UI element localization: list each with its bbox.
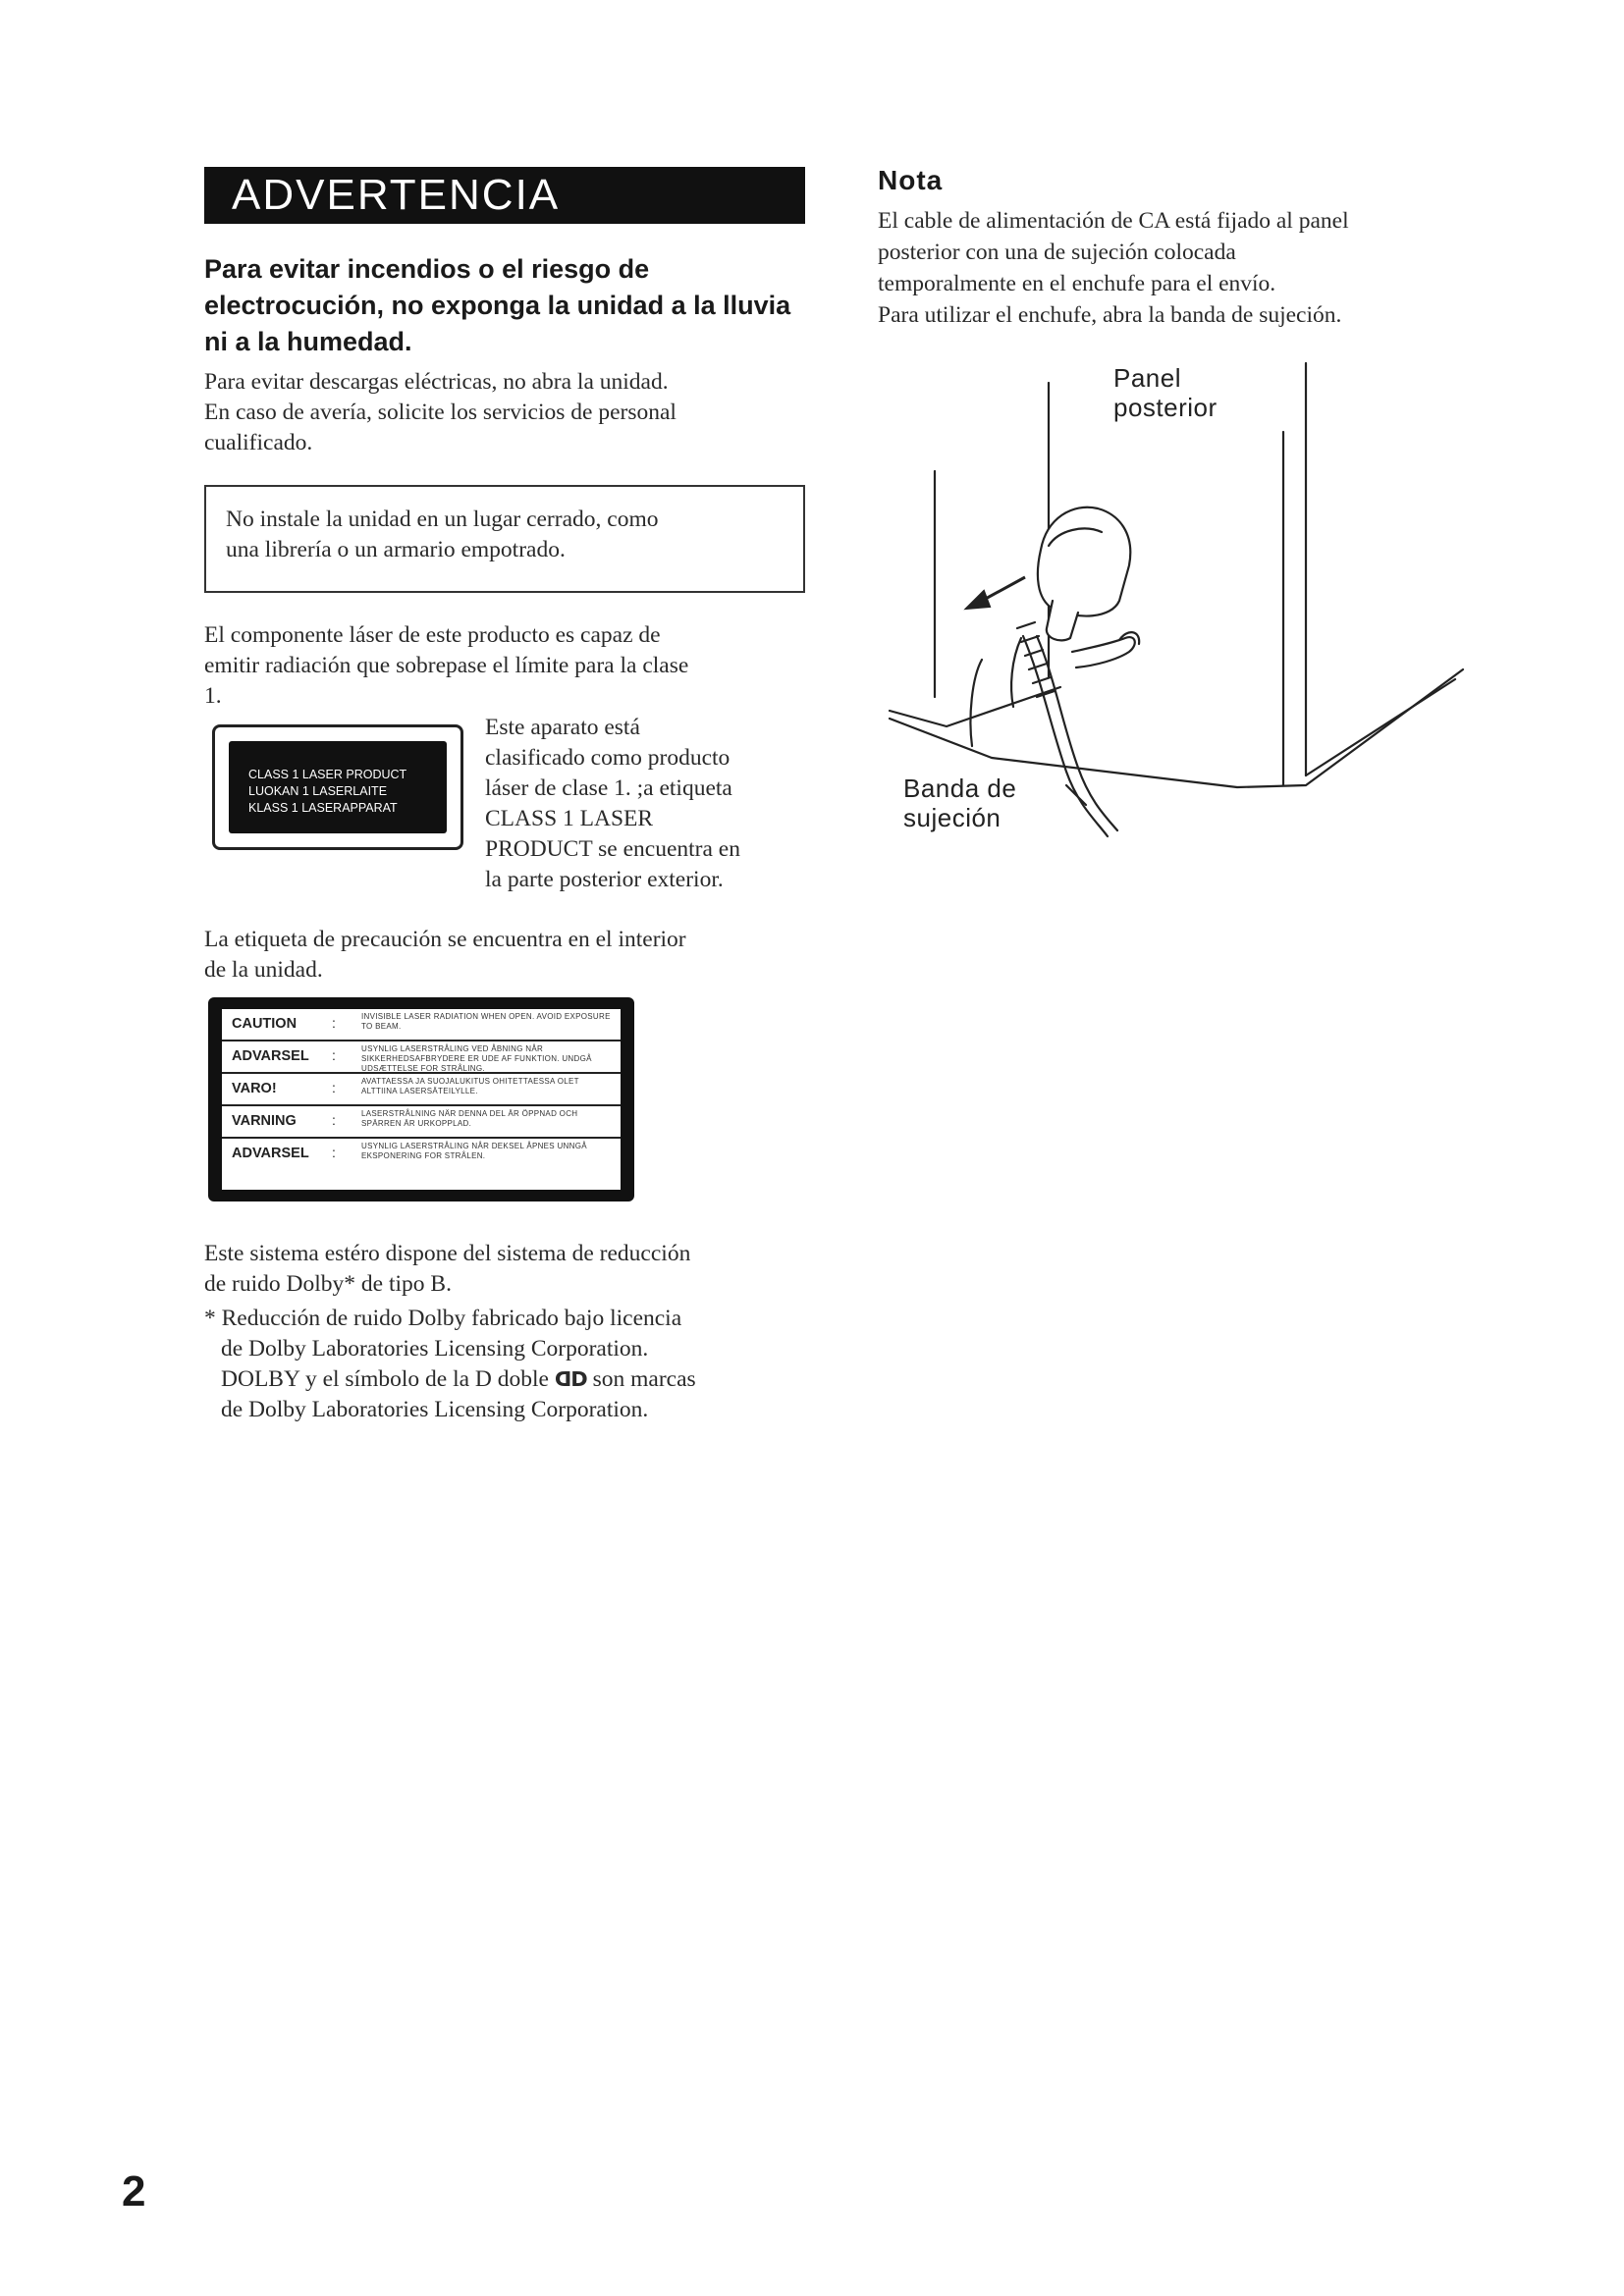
text-line: Este aparato está <box>485 715 640 740</box>
text-line: El componente láser de este producto es capaz de <box>204 622 661 648</box>
panel-posterior-label <box>1113 363 1218 422</box>
text-line: la parte posterior exterior. <box>485 867 724 892</box>
caution-row <box>222 1009 621 1041</box>
caution-word: CAUTION <box>232 1016 298 1032</box>
text-fragment: DOLBY y el símbolo de la D doble <box>221 1366 555 1392</box>
label-line: KLASS 1 LASERAPPARAT <box>248 801 398 815</box>
class1-label-plate <box>229 741 447 833</box>
text-line: de la unidad. <box>204 957 323 983</box>
label-line: CLASS 1 LASER PRODUCT <box>248 768 407 781</box>
text-line: Para utilizar el enchufe, abra la banda de sujeción. <box>878 302 1342 328</box>
caution-word: ADVARSEL <box>232 1146 309 1161</box>
label-line: posterior <box>1113 393 1218 422</box>
text-fragment: son marcas <box>586 1366 696 1392</box>
advertencia-title: ADVERTENCIA <box>232 171 561 219</box>
floor-line <box>1306 679 1455 775</box>
text-line: PRODUCT se encuentra en <box>485 836 740 862</box>
page-number: 2 <box>122 2167 146 2216</box>
retaining-band <box>1072 637 1135 667</box>
nota-paragraph <box>878 205 1467 331</box>
floor-line <box>890 687 1060 726</box>
caution-colon: : <box>332 1047 336 1063</box>
text-line: La etiqueta de precaución se encuentra en el interior <box>204 927 686 952</box>
text-line: Para evitar descargas eléctricas, no abra la unidad. <box>204 369 669 395</box>
caution-row <box>222 1139 621 1169</box>
caution-row <box>222 1106 621 1139</box>
label-line: LUOKAN 1 LASERLAITE <box>248 784 388 798</box>
text-line: 1. <box>204 683 222 709</box>
caution-desc: USYNLIG LASERSTRÅLING VED ÅBNING NÅR SIKKERHEDSAFBRYDERE ER UDE AF FUNKTION. UNDGÅ UDSÆTTELSE FOR STRÅLING. <box>361 1044 592 1073</box>
caution-colon: : <box>332 1080 336 1095</box>
advertencia-title-bar <box>204 167 805 224</box>
text-line: láser de clase 1. ;a etiqueta <box>485 775 732 801</box>
dolby-double-d-icon: ᗡᗞ <box>554 1368 587 1391</box>
pull-arrow-shaft <box>982 577 1025 601</box>
text-line: CLASS 1 LASER <box>485 806 654 831</box>
caution-word: VARNING <box>232 1113 297 1129</box>
text-line: clasificado como producto <box>485 745 731 771</box>
caution-desc: LASERSTRÅLNING NÄR DENNA DEL ÄR ÖPPNAD OCH SPÄRREN ÄR URKOPPLAD. <box>361 1109 578 1128</box>
nota-heading: Nota <box>878 165 944 195</box>
caution-word: ADVARSEL <box>232 1048 309 1064</box>
caution-desc: USYNLIG LASERSTRÅLING NÅR DEKSEL ÅPNES UNNGÅ EKSPONERING FOR STRÅLEN. <box>361 1142 587 1160</box>
caution-row <box>222 1074 621 1106</box>
class1-laser-label <box>212 724 463 850</box>
text-line: El cable de alimentación de CA está fijado al panel <box>878 208 1349 234</box>
text-line: No instale la unidad en un lugar cerrado, como <box>226 507 659 532</box>
descargas-paragraph <box>204 367 793 458</box>
text-line: * Reducción de ruido Dolby fabricado bajo licencia <box>204 1306 682 1331</box>
etiqueta-paragraph <box>204 925 805 986</box>
caution-label <box>208 997 634 1201</box>
text-line <box>204 1364 813 1395</box>
label-line: Banda de <box>903 774 1017 803</box>
text-line: de Dolby Laboratories Licensing Corporation. <box>221 1397 649 1422</box>
text-line: Este sistema estéro dispone del sistema de reducción <box>204 1241 691 1266</box>
caution-colon: : <box>332 1015 336 1031</box>
label-line: sujeción <box>903 803 1001 832</box>
text-line: En caso de avería, solicite los servicios de personal <box>204 400 677 425</box>
text-line: temporalmente en el enchufe para el envío. <box>878 271 1276 296</box>
caution-row <box>222 1041 621 1074</box>
class1-label-text <box>248 767 437 817</box>
pull-arrow-head <box>966 591 990 609</box>
warning-heading: Para evitar incendios o el riesgo de electrocución, no exponga la unidad a la lluvia ni a la humedad. <box>204 254 791 356</box>
caution-colon: : <box>332 1112 336 1128</box>
text-line: de Dolby Laboratories Licensing Corporation. <box>221 1336 649 1362</box>
text-line: emitir radiación que sobrepase el límite para la clase <box>204 653 689 678</box>
band-label-pointer <box>1066 785 1086 805</box>
text-line: de ruido Dolby* de tipo B. <box>204 1271 452 1297</box>
floor-line <box>890 669 1463 787</box>
text-line: cualificado. <box>204 430 313 455</box>
dolby-footnote <box>204 1304 813 1425</box>
laser-paragraph <box>204 620 805 712</box>
caution-desc: INVISIBLE LASER RADIATION WHEN OPEN. AVOID EXPOSURE TO BEAM. <box>361 1012 611 1031</box>
clasificado-paragraph <box>485 713 809 895</box>
caution-word: VARO! <box>232 1081 277 1096</box>
caution-colon: : <box>332 1145 336 1160</box>
band-label-pointer <box>970 660 982 746</box>
plug-body <box>1038 507 1130 616</box>
dolby-paragraph <box>204 1239 813 1300</box>
install-warning-box <box>204 485 805 593</box>
banda-sujecion-label <box>903 774 1016 832</box>
text-line: posterior con una de sujeción colocada <box>878 240 1236 265</box>
text-line: una librería o un armario empotrado. <box>226 537 566 562</box>
caution-label-plate <box>222 1009 621 1190</box>
install-warning-text <box>226 505 785 565</box>
retaining-band <box>1011 638 1021 707</box>
caution-desc: AVATTAESSA JA SUOJALUKITUS OHITETTAESSA OLET ALTTIINA LASERSÄTEILYLLE. <box>361 1077 579 1095</box>
label-line: Panel <box>1113 363 1181 393</box>
